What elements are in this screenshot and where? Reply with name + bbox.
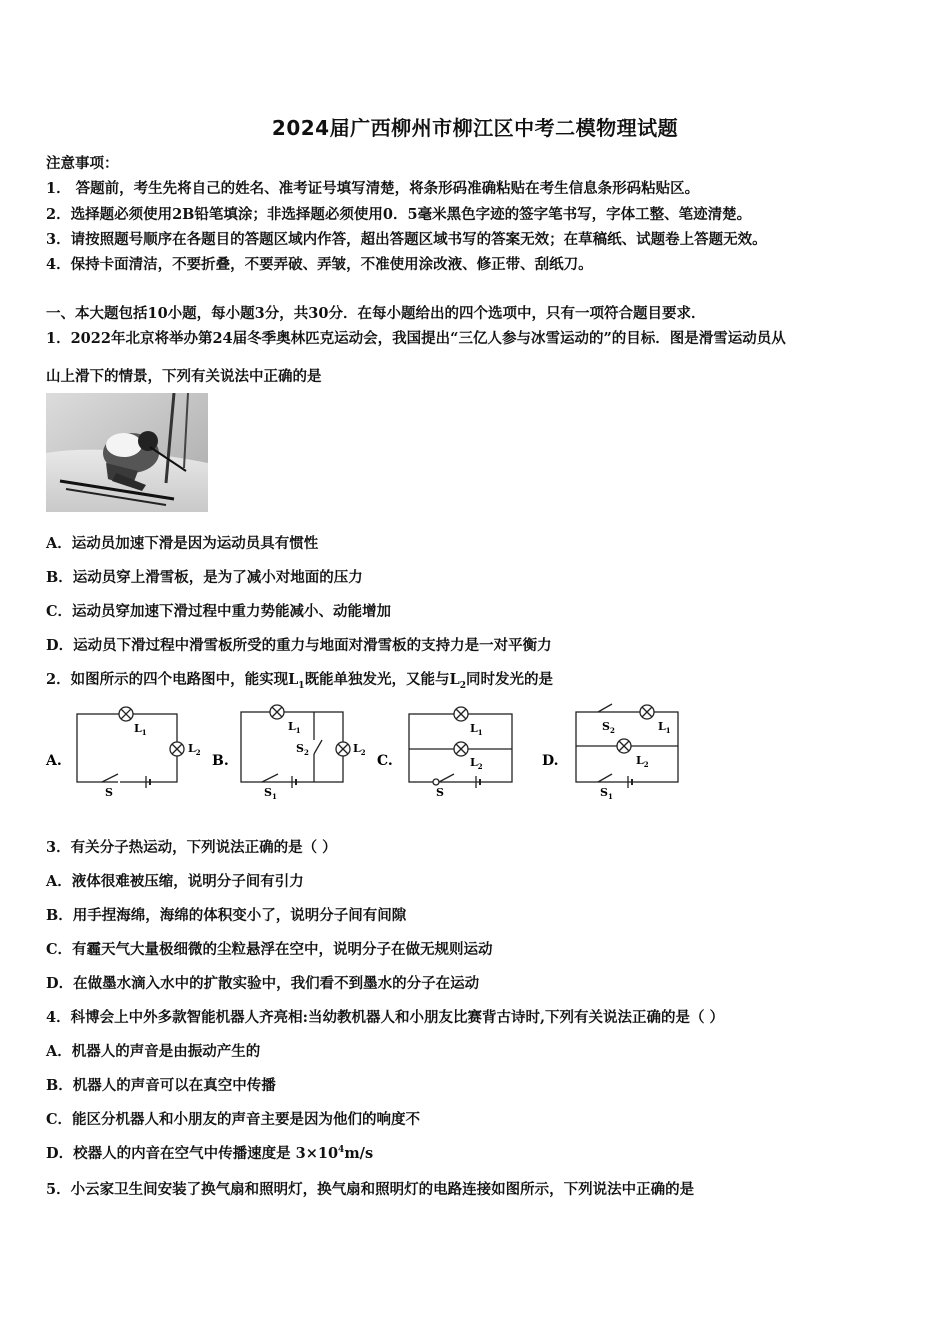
option: C．运动员穿加速下滑过程中重力势能减小、动能增加 xyxy=(46,603,392,620)
stem-part: 同时发光的是 xyxy=(466,671,554,688)
label-l1: $L_1$ xyxy=(288,720,301,735)
option: A．运动员加速下滑是因为运动员具有惯性 xyxy=(46,535,319,552)
circuit-d xyxy=(576,704,678,788)
option-text: D．校器人的内音在空气中传播速度是 3×10 xyxy=(46,1145,339,1162)
option-label: C. xyxy=(377,753,393,769)
notice-item: 3．请按照题号顺序在各题目的答题区域内作答，超出答题区域书写的答案无效；在草稿纸、试题卷上答题无效。 xyxy=(46,231,767,248)
question-1-stem-cont: 山上滑下的情景，下列有关说法中正确的是 xyxy=(46,368,322,385)
label-s1: $S_1$ xyxy=(264,786,277,801)
unit: m/s xyxy=(344,1145,374,1162)
label-l2: $L_2$ xyxy=(353,742,366,757)
label-l1: $L_1$ xyxy=(658,720,671,735)
label-s1: $S_1$ xyxy=(600,786,613,801)
question-1-stem: 1．2022年北京将举办第24届冬季奥林匹克运动会，我国提出“三亿人参与冰雪运动的”的目标．图是滑雪运动员从 xyxy=(46,330,786,347)
option-label: B. xyxy=(212,753,229,769)
stem-part: 2．如图所示的四个电路图中，能实现L xyxy=(46,671,299,688)
label-s2: $S_2$ xyxy=(602,720,615,735)
label-l2: $L_2$ xyxy=(188,742,201,757)
skier-photo xyxy=(46,393,208,512)
option: A．液体很难被压缩，说明分子间有引力 xyxy=(46,873,304,890)
label-s: S xyxy=(105,786,113,799)
option: D．运动员下滑过程中滑雪板所受的重力与地面对滑雪板的支持力是一对平衡力 xyxy=(46,637,552,654)
notice-heading: 注意事项： xyxy=(46,155,119,172)
subscript: 2 xyxy=(459,680,467,691)
option-label: A. xyxy=(46,753,62,769)
question-2-stem xyxy=(46,668,553,691)
notice-item: 2．选择题必须使用2B铅笔填涂；非选择题必须使用0．5毫米黑色字迹的签字笔书写，字体工整、笔迹清楚。 xyxy=(46,206,752,223)
option: A．机器人的声音是由振动产生的 xyxy=(46,1043,261,1060)
stem-part: 既能单独发光，又能与L xyxy=(304,671,460,688)
circuit-a xyxy=(77,707,184,788)
question-5-stem: 5．小云家卫生间安装了换气扇和照明灯，换气扇和照明灯的电路连接如图所示，下列说法中正确的是 xyxy=(46,1181,695,1198)
label-s2: $S_2$ xyxy=(296,742,309,757)
question-4-stem: 4．科博会上中外多款智能机器人齐亮相:当幼教机器人和小朋友比赛背古诗时,下列有关说法正确的是（ ） xyxy=(46,1009,725,1026)
option: D．在做墨水滴入水中的扩散实验中，我们看不到墨水的分子在运动 xyxy=(46,975,480,992)
label-l1: $L_1$ xyxy=(470,722,483,737)
option: B．运动员穿上滑雪板，是为了减小对地面的压力 xyxy=(46,569,363,586)
option xyxy=(46,1142,373,1163)
notice-item: 1． 答题前，考生先将自己的姓名、准考证号填写清楚，将条形码准确粘贴在考生信息条形码粘贴区。 xyxy=(46,180,700,197)
section-heading: 一、本大题包括10小题，每小题3分，共30分．在每小题给出的四个选项中，只有一项符合题目要求． xyxy=(46,305,706,322)
option: C．能区分机器人和小朋友的声音主要是因为他们的响度不 xyxy=(46,1111,421,1128)
option-label: D. xyxy=(542,753,559,769)
exponent: 4 xyxy=(338,1145,345,1156)
label-s: S xyxy=(436,786,444,799)
option: B．用手捏海绵，海绵的体积变小了，说明分子间有间隙 xyxy=(46,907,407,924)
option: B．机器人的声音可以在真空中传播 xyxy=(46,1077,276,1094)
notice-item: 4．保持卡面清洁，不要折叠，不要弄破、弄皱，不准使用涂改液、修正带、刮纸刀。 xyxy=(46,256,593,273)
circuit-diagrams xyxy=(40,702,700,802)
question-3-stem: 3．有关分子热运动，下列说法正确的是（ ） xyxy=(46,839,337,856)
subscript: 1 xyxy=(298,680,305,691)
label-l2: $L_2$ xyxy=(636,754,649,769)
page-title: 2024届广西柳州市柳江区中考二模物理试题 xyxy=(271,116,679,140)
label-l2: $L_2$ xyxy=(470,756,483,771)
label-l1: $L_1$ xyxy=(134,722,147,737)
circuit-c xyxy=(409,707,512,788)
option: C．有霾天气大量极细微的尘粒悬浮在空中，说明分子在做无规则运动 xyxy=(46,941,493,958)
